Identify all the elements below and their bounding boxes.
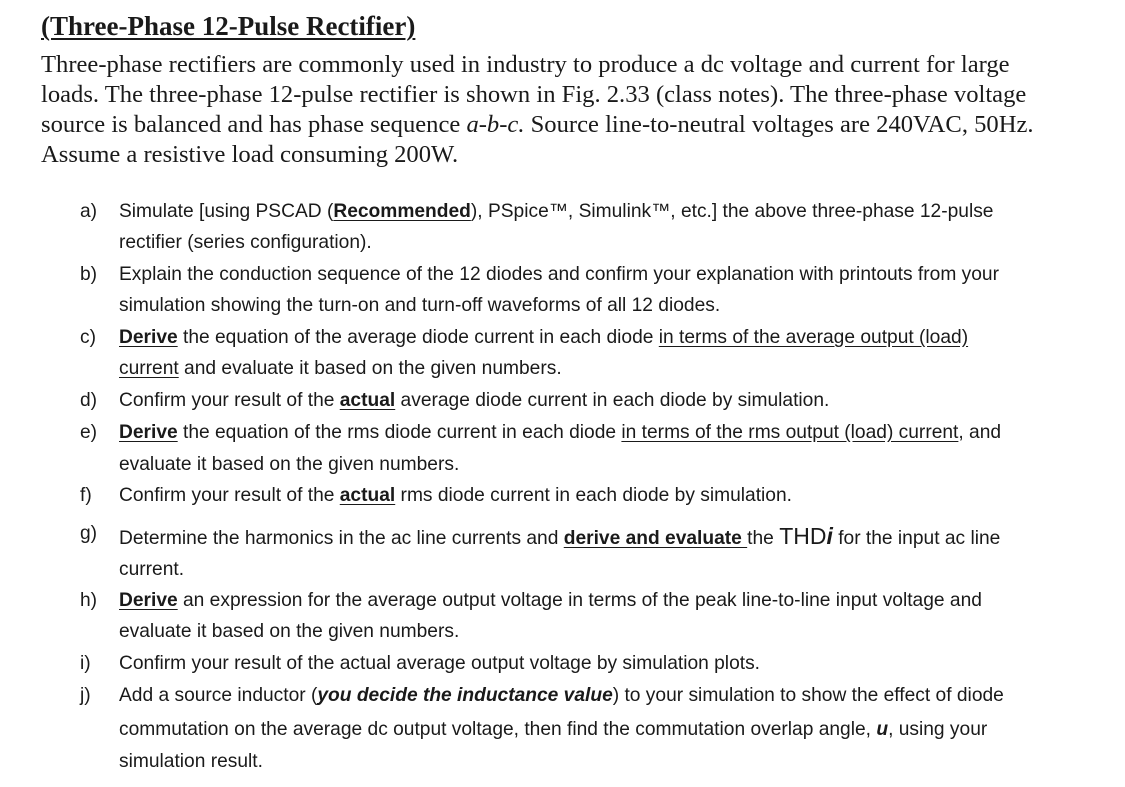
item-letter: e) — [80, 422, 98, 443]
item-text: for the input ac line — [832, 528, 1001, 549]
item-letter: h) — [80, 590, 98, 611]
item-line: Confirm your result of the actual average output voltage by simulation plots. — [119, 653, 760, 674]
item-text: Determine the harmonics in the ac line currents and — [119, 528, 564, 549]
item-text: , and — [958, 422, 1002, 443]
intro-text: source is balanced and has phase sequence — [41, 111, 467, 138]
item-letter: a) — [80, 201, 98, 222]
item-line: evaluate it based on the given numbers. — [119, 454, 460, 475]
intro-text: Source line-to-neutral voltages are 240VAC, 50Hz. — [524, 111, 1034, 138]
intro-line-1: Three-phase rectifiers are commonly used in industry to produce a dc voltage and current for large — [41, 51, 1010, 78]
item-text: Add a source inductor ( — [119, 685, 318, 706]
item-text: ), PSpice™, Simulink™, etc.] the above three-phase 12-pulse — [470, 201, 994, 222]
item-text: the equation of the average diode current in each diode — [177, 327, 659, 348]
emphasis-text: Derive — [119, 422, 178, 443]
overlap-angle-symbol: u — [876, 719, 889, 740]
item-text: an expression for the average output voltage in terms of the peak line-to-line input voltage and — [177, 590, 982, 611]
item-line — [119, 327, 968, 349]
emphasis-text: Derive — [119, 590, 178, 611]
item-text: Simulate [using PSCAD ( — [119, 201, 334, 222]
item-letter: b) — [80, 264, 98, 285]
item-line: rectifier (series configuration). — [119, 232, 372, 253]
item-line — [119, 422, 1001, 444]
item-text: and evaluate it based on the given numbers. — [178, 358, 562, 379]
item-text: Confirm your result of the — [119, 390, 340, 411]
item-line: evaluate it based on the given numbers. — [119, 621, 460, 642]
item-letter: c) — [80, 327, 96, 348]
item-text: average diode current in each diode by simulation. — [395, 390, 830, 411]
item-letter: g) — [80, 523, 98, 544]
emphasis-text: actual — [339, 485, 396, 506]
emphasis-text: actual — [339, 390, 396, 411]
intro-line-2: loads. The three-phase 12-pulse rectifier is shown in Fig. 2.33 (class notes). The three-phase voltage — [41, 81, 1027, 108]
item-line — [119, 390, 829, 412]
item-line — [119, 523, 1000, 550]
item-line — [119, 719, 987, 741]
item-line: simulation result. — [119, 751, 263, 772]
emphasis-text: Derive — [119, 327, 178, 348]
item-line: Explain the conduction sequence of the 12 diodes and confirm your explanation with printouts from your — [119, 264, 999, 285]
underlined-text: current — [119, 358, 179, 379]
item-line — [119, 590, 982, 612]
underlined-text: in terms of the rms output (load) current — [621, 422, 959, 443]
thd-label: THD — [779, 523, 827, 549]
item-line — [119, 485, 792, 507]
item-line — [119, 201, 993, 223]
emphasis-text: you decide the inductance value — [317, 685, 613, 706]
item-text: the — [747, 528, 780, 549]
item-letter: f) — [80, 485, 92, 506]
underlined-text: in terms of the average output (load) — [658, 327, 969, 348]
item-text: commutation on the average dc output voltage, then find the commutation overlap angle, — [119, 719, 877, 740]
item-line — [119, 685, 1004, 707]
item-text: rms diode current in each diode by simulation. — [395, 485, 792, 506]
thd-subscript: i — [826, 523, 833, 549]
item-line — [119, 358, 562, 380]
item-text: ) to your simulation to show the effect of diode — [612, 685, 1004, 706]
item-text: Confirm your result of the — [119, 485, 340, 506]
emphasis-text: Recommended — [333, 201, 471, 222]
item-line: current. — [119, 559, 185, 580]
page-title: (Three-Phase 12-Pulse Rectifier) — [41, 11, 416, 41]
item-letter: i) — [80, 653, 91, 674]
phase-sequence: a-b-c. — [466, 111, 525, 138]
item-letter: d) — [80, 390, 98, 411]
item-text: the equation of the rms diode current in each diode — [177, 422, 622, 443]
emphasis-text: derive and evaluate — [563, 528, 748, 549]
item-text: , using your — [888, 719, 988, 740]
intro-line-4: Assume a resistive load consuming 200W. — [41, 141, 459, 168]
item-line: simulation showing the turn-on and turn-off waveforms of all 12 diodes. — [119, 295, 721, 316]
item-letter: j) — [80, 685, 91, 706]
